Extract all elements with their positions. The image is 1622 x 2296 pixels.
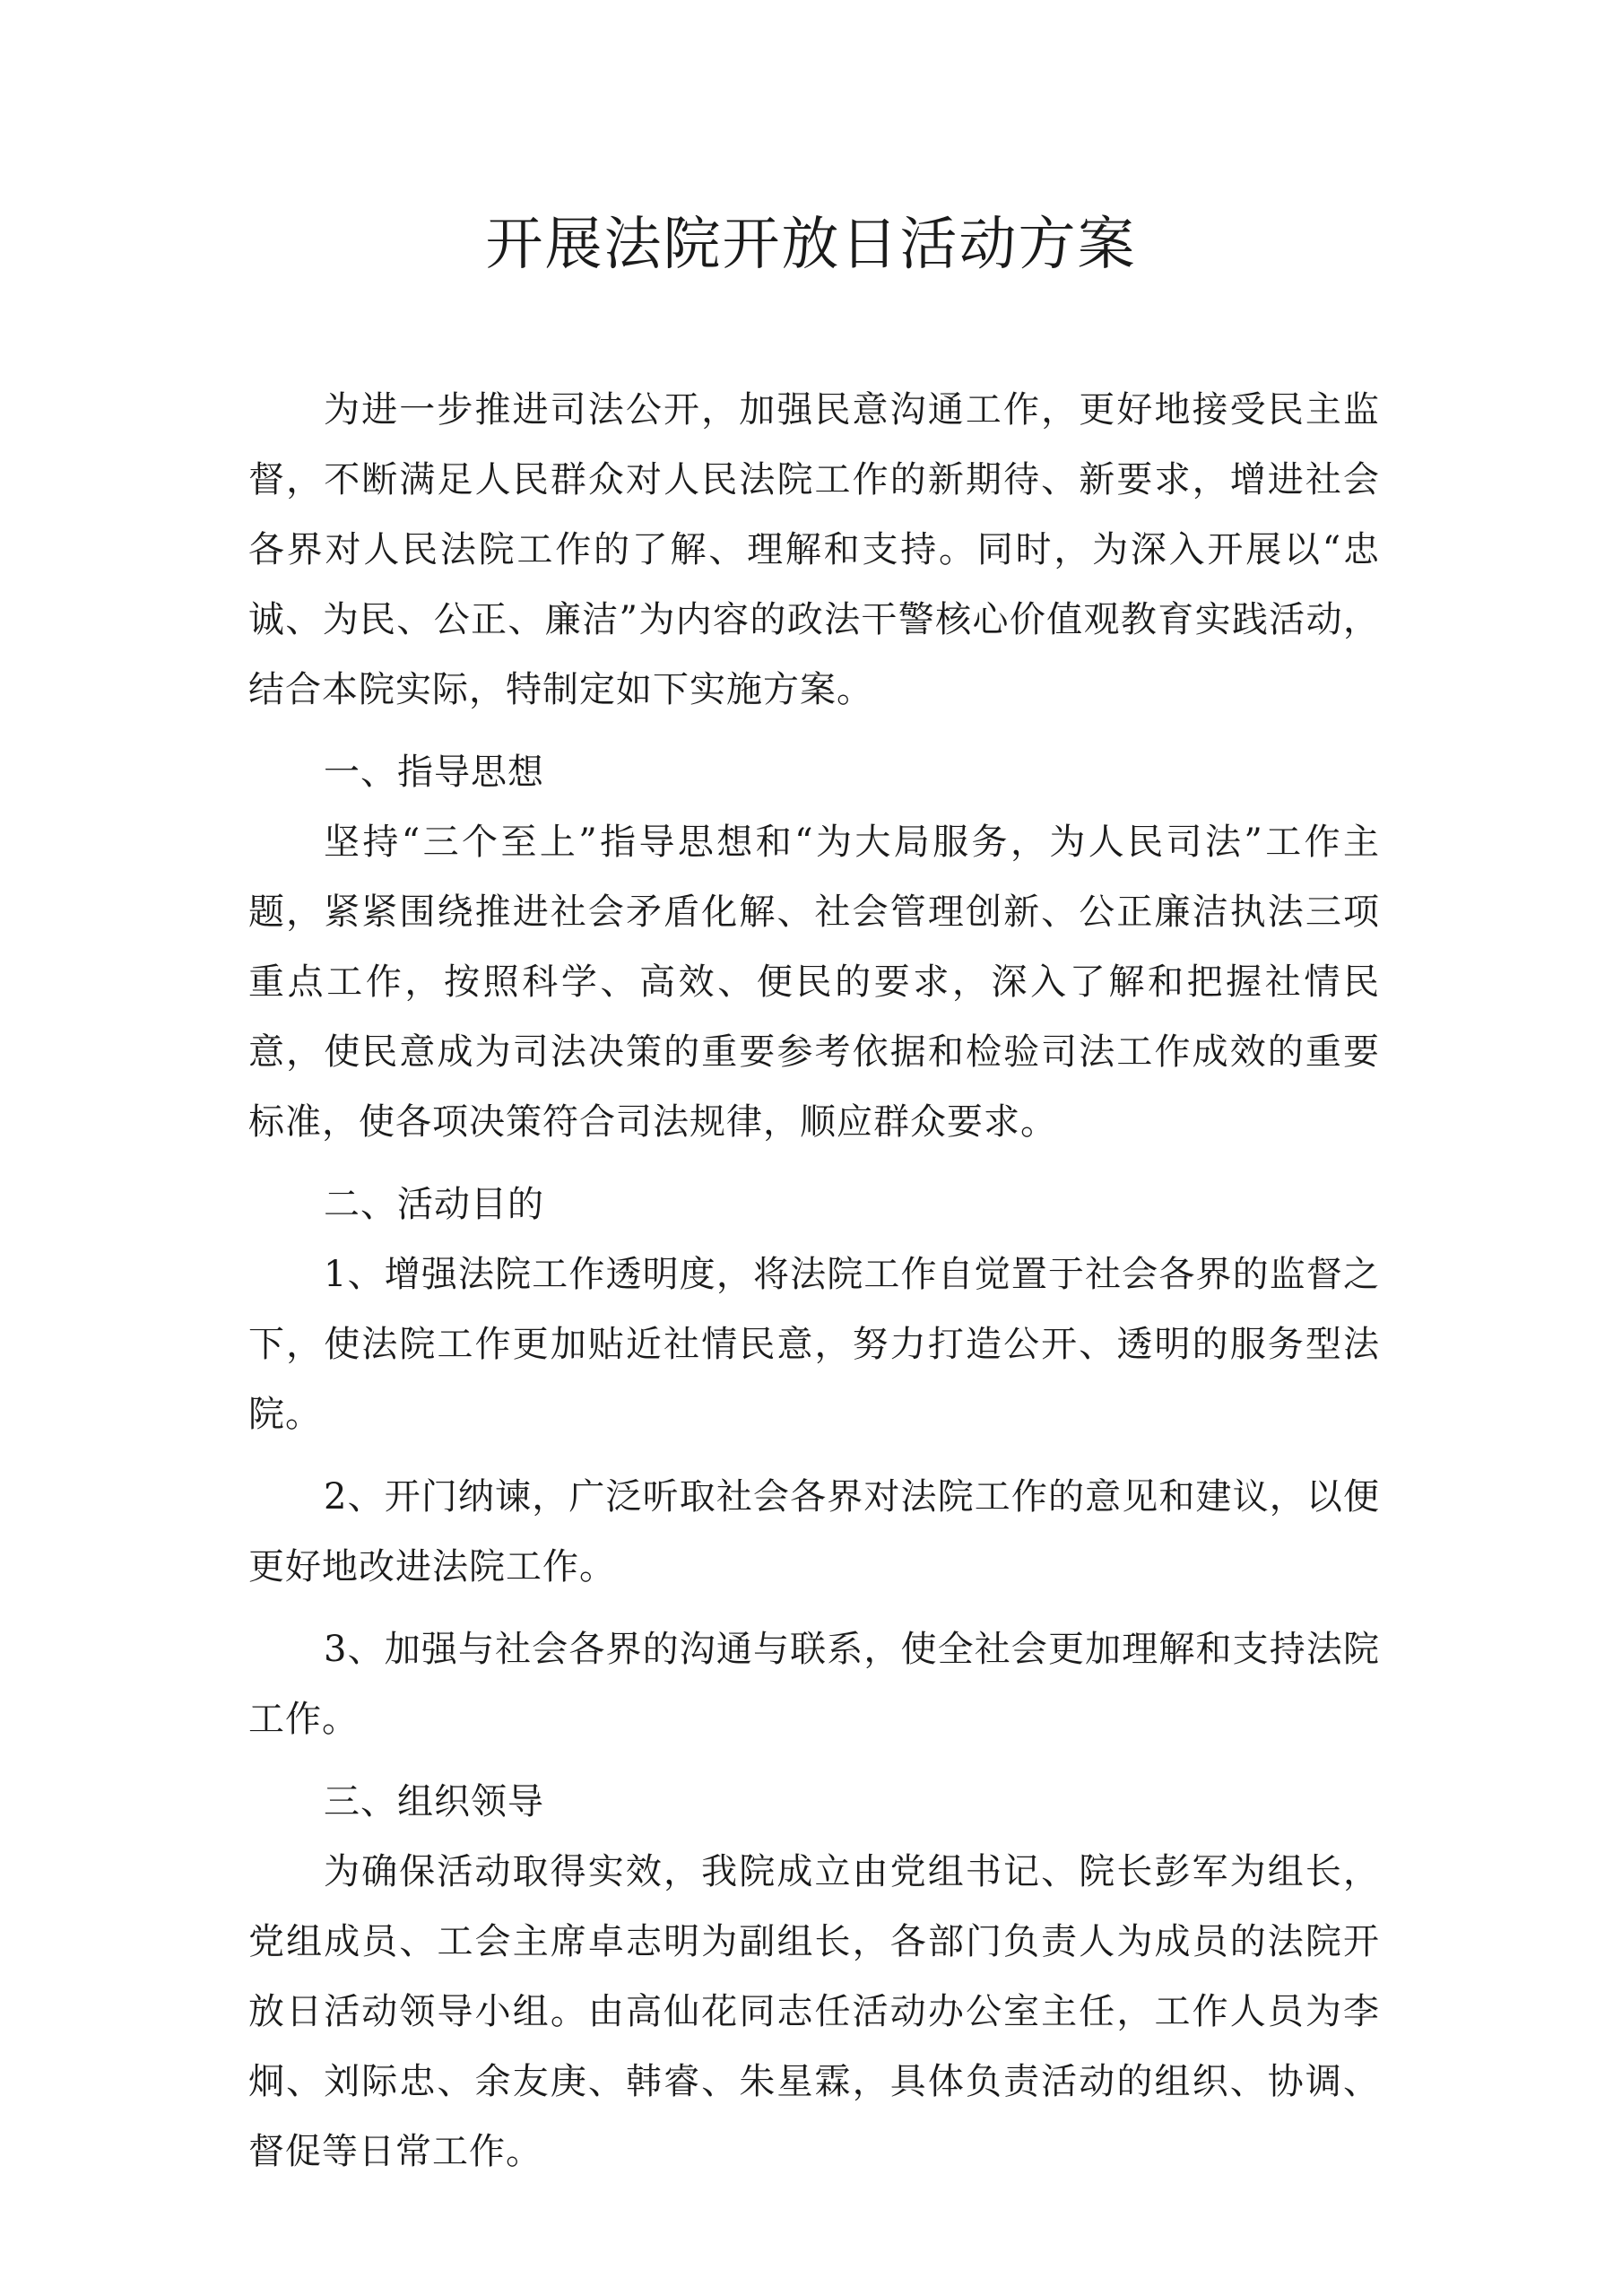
purpose-item-1: 1、增强法院工作透明度，将法院工作自觉置于社会各界的监督之下，使法院工作更加贴近社情民意，努力打造公开、透明的服务型法院。 [248, 1254, 1380, 1435]
document-title: 开展法院开放日活动方案 [485, 212, 1137, 278]
organization-paragraph: 为确保活动取得实效，我院成立由党组书记、院长彭军为组长，党组成员、工会主席卓志明为副组长，各部门负责人为成员的法院开放日活动领导小组。由高仙花同志任活动办公室主任，工作人员为李炯、刘际忠、余友庚、韩睿、朱星霖，具体负责活动的组织、协调、督促等日常工作。 [248, 1851, 1380, 2172]
document-body [248, 375, 1380, 2187]
guiding-ideology-paragraph: 坚持“三个至上”指导思想和“为大局服务，为人民司法”工作主题，紧紧围绕推进社会矛盾化解、社会管理创新、公正廉洁执法三项重点工作，按照科学、高效、便民的要求，深入了解和把握社情民意，使民意成为司法决策的重要参考依据和检验司法工作成效的重要标准，使各项决策符合司法规律，顺应群众要求。 [248, 822, 1380, 1143]
purpose-item-3: 3、加强与社会各界的沟通与联系，使全社会更加理解和支持法院工作。 [248, 1629, 1380, 1740]
section-heading-organization: 三、组织领导 [324, 1781, 544, 1822]
purpose-item-2: 2、开门纳谏，广泛听取社会各界对法院工作的意见和建议，以便更好地改进法院工作。 [248, 1476, 1380, 1587]
section-heading-activity-purpose: 二、活动目的 [324, 1184, 544, 1225]
intro-paragraph: 为进一步推进司法公开，加强民意沟通工作，更好地接受民主监督，不断满足人民群众对人民法院工作的新期待、新要求，增进社会各界对人民法院工作的了解、理解和支持。同时，为深入开展以“忠诚、为民、公正、廉洁”为内容的政法干警核心价值观教育实践活动，结合本院实际，特制定如下实施方案。 [248, 389, 1380, 710]
section-heading-guiding-ideology: 一、指导思想 [324, 752, 544, 793]
